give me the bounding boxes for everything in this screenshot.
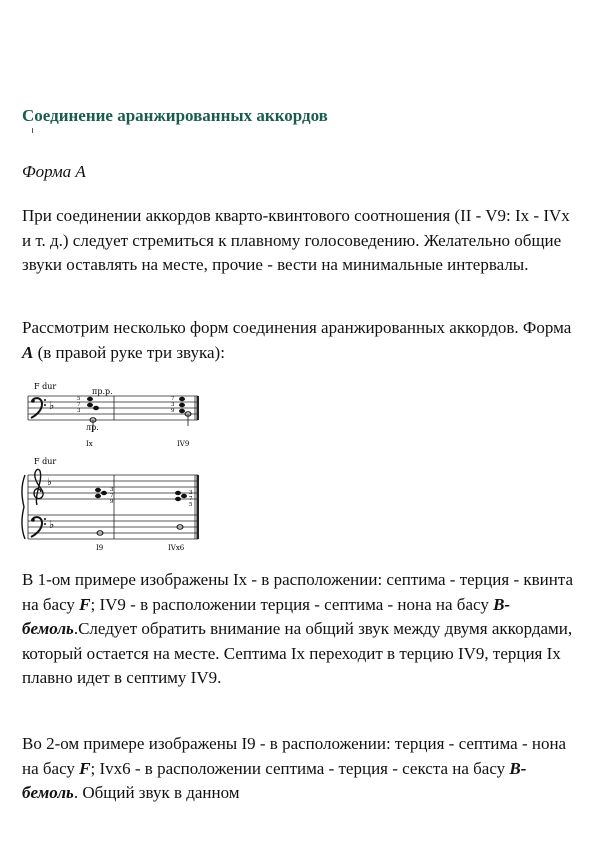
example-1-key-label: F dur <box>34 382 57 391</box>
chord-1-notes-2 <box>95 488 107 535</box>
svg-text:3: 3 <box>171 402 175 408</box>
paragraph-2-emphasis: А <box>22 342 34 362</box>
paragraph-3-emphasis-1: F <box>79 594 91 614</box>
form-label: Форма А <box>22 162 86 181</box>
svg-text:3: 3 <box>110 487 114 493</box>
paragraph-4-text-b: ; Ivx6 - в расположении септима - терция - секста на басу <box>90 758 510 778</box>
marking-left-hand: лр. <box>86 423 99 432</box>
chord-1-label-2: I9 <box>96 544 104 552</box>
paragraph-1: При соединении аккордов кварто-квинтового соотношения (II - V9: Ix - IVx и т. д.) следует стремиться к плавному голосоведению. Желательно общие звуки оставлять на месте, прочие - вести на минимальные интервалы. <box>22 206 570 274</box>
chord-2-figures-2 <box>189 490 193 508</box>
paragraph-2 <box>22 316 582 365</box>
bass-flat-sign-icon: ♭ <box>49 518 55 531</box>
paragraph-4-text-c: . Общий звук в данном <box>73 783 240 802</box>
music-example-1 <box>20 380 220 450</box>
treble-flat-sign-icon: ♭ <box>47 477 52 488</box>
svg-text:7: 7 <box>77 402 81 408</box>
paragraph-3-text-a: В 1-ом примере изображены Ix - в расположении: септима - терция - квинта на басу <box>22 570 574 614</box>
paragraph-3 <box>22 568 582 691</box>
svg-text:9: 9 <box>171 408 175 414</box>
paragraph-3-text-b: ; IV9 - в расположении терция - септима - нона на басу <box>90 594 494 614</box>
section-heading: Соединение аранжированных аккордов <box>22 106 328 125</box>
svg-text:5: 5 <box>189 502 193 508</box>
chord-1-label: Ix <box>86 440 93 448</box>
svg-text:3: 3 <box>77 408 81 414</box>
paragraph-2-text-a: Рассмотрим несколько форм соединения аранжированных аккордов. Форма <box>22 318 572 337</box>
flat-sign-icon: ♭ <box>49 399 55 412</box>
marking-right-hand: пр.р. <box>92 387 113 396</box>
paragraph-3-text-c: .Следует обратить внимание на общий звук между двумя аккордами, который остается на месте. Септима Ix переходит в терцию IV9, терция Ix плавно идет в септиму IV9. <box>22 619 573 687</box>
music-example-2 <box>20 455 220 555</box>
paragraph-4-text-a: Во 2-ом примере изображены I9 - в расположении: терция - септима - нона на басу <box>22 734 567 778</box>
chord-2-label-2: IVx6 <box>168 544 185 552</box>
decorative-mark <box>32 128 33 133</box>
svg-text:3: 3 <box>189 490 193 496</box>
chord-2-figures <box>171 396 175 414</box>
chord-1-figures-2 <box>110 487 114 505</box>
chord-2-notes <box>179 397 191 426</box>
svg-text:7: 7 <box>189 496 193 502</box>
chord-1-figures <box>77 396 81 414</box>
brace-icon <box>22 475 25 539</box>
chord-2-label: IV9 <box>177 440 190 448</box>
svg-text:7: 7 <box>171 396 175 402</box>
paragraph-2-text-b: (в правой руке три звука): <box>33 342 225 362</box>
paragraph-3-emphasis-2: В-бемоль <box>22 594 511 638</box>
chord-2-notes-2 <box>175 491 187 529</box>
svg-text:5: 5 <box>77 396 81 402</box>
paragraph-4-emphasis-2: В-бемоль <box>22 758 527 802</box>
svg-text:9: 9 <box>110 499 114 505</box>
svg-text:7: 7 <box>110 493 114 499</box>
example-2-key-label: F dur <box>34 457 57 466</box>
paragraph-4-emphasis-1: F <box>79 758 91 778</box>
paragraph-4 <box>22 732 582 806</box>
